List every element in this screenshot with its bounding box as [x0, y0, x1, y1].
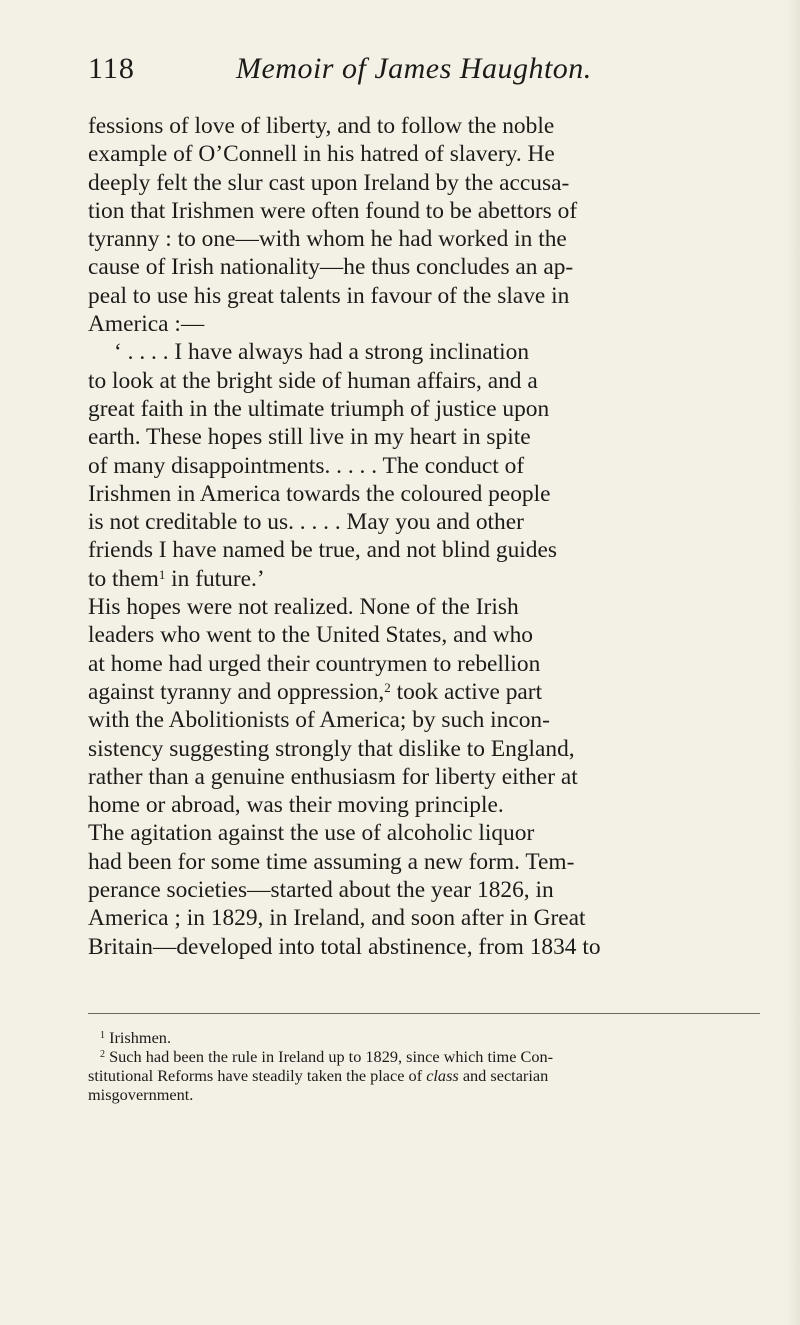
page-header	[88, 52, 728, 96]
footnote-ref[interactable]: 2	[384, 679, 391, 695]
text-line: sistency suggesting strongly that dislike to England,	[88, 735, 575, 762]
text-line: with the Abolitionists of America; by such incon-	[88, 707, 550, 734]
footnote-text: Irishmen.	[105, 1028, 172, 1047]
text-line: deeply felt the slur cast upon Ireland by the accusa-	[88, 169, 570, 196]
quote-line: earth. These hopes still live in my heart in spite	[88, 424, 531, 451]
footnote-2	[88, 1047, 768, 1066]
text-line	[88, 678, 728, 706]
text-line: America ; in 1829, in Ireland, and soon after in Great	[88, 905, 586, 932]
text-line: tyranny : to one—with whom he had worked in the	[88, 226, 567, 253]
text-line: home or abroad, was their moving principle.	[88, 792, 504, 819]
text-line: Britain—developed into total abstinence, from 1834 to	[88, 933, 601, 960]
line-text: in future.’	[165, 565, 265, 592]
footnote-2-end: misgovernment.	[88, 1085, 194, 1104]
footnote-mark: 1	[100, 1030, 105, 1041]
text-line: rather than a genuine enthusiasm for liberty either at	[88, 763, 578, 790]
body-text	[88, 112, 728, 961]
text-line: cause of Irish nationality—he thus concludes an ap-	[88, 254, 574, 281]
quote-line: ‘ . . . . I have always had a strong inclination	[114, 339, 530, 366]
text-line: The agitation against the use of alcoholic liquor	[88, 820, 535, 847]
line-text: took active part	[390, 678, 543, 705]
quote-line	[88, 565, 728, 593]
footnote-text: stitutional Reforms have steadily taken the place of	[88, 1066, 427, 1085]
quote-line: great faith in the ultimate triumph of justice upon	[88, 395, 550, 422]
running-title: Memoir of James Haughton.	[236, 52, 592, 85]
page-edge-shadow	[786, 0, 800, 1325]
quote-line: to look at the bright side of human affairs, and a	[88, 367, 538, 394]
footnote-divider	[88, 1013, 760, 1014]
quote-line: Irishmen in America towards the coloured people	[88, 480, 551, 507]
footnote-ref[interactable]: 1	[158, 566, 166, 582]
quote-line: of many disappointments. . . . . The conduct of	[88, 452, 525, 479]
text-line: fessions of love of liberty, and to follow the noble	[88, 113, 555, 139]
text-line: His hopes were not realized. None of the Irish	[88, 594, 519, 621]
page-number: 118	[88, 52, 135, 85]
text-line: at home had urged their countrymen to rebellion	[88, 650, 541, 677]
footnote-text: and sectarian	[458, 1066, 549, 1085]
line-text: to them	[88, 565, 159, 592]
quote-line: is not creditable to us. . . . . May you and other	[88, 509, 524, 536]
text-line: America :—	[88, 311, 205, 338]
footnote-1	[88, 1028, 768, 1047]
text-line: leaders who went to the United States, and who	[88, 622, 533, 649]
text-line: had been for some time assuming a new form. Tem-	[88, 848, 575, 875]
footnote-text: Such had been the rule in Ireland up to 1829, since which time Con-	[105, 1047, 554, 1066]
text-line: perance societies—started about the year 1826, in	[88, 877, 554, 904]
line-text: against tyranny and oppression,	[88, 678, 385, 705]
text-line: peal to use his great talents in favour of the slave in	[88, 282, 570, 309]
footnotes	[88, 1028, 768, 1104]
footnote-2-continued	[88, 1066, 768, 1085]
footnote-mark: 2	[100, 1049, 105, 1060]
quote-line: friends I have named be true, and not blind guides	[88, 537, 557, 564]
text-line: example of O’Connell in his hatred of slavery. He	[88, 141, 555, 168]
text-line: tion that Irishmen were often found to be abettors of	[88, 197, 578, 224]
footnote-italic: class	[426, 1066, 459, 1085]
